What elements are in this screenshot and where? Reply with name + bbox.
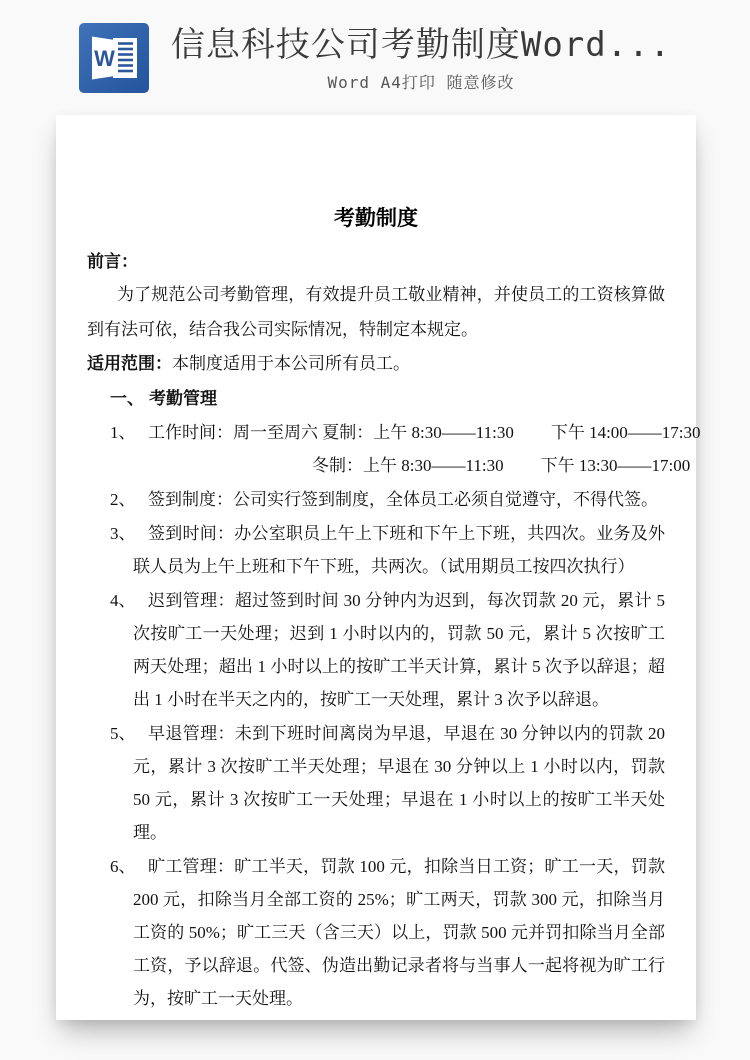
document-title: 考勤制度 bbox=[334, 206, 418, 230]
schedule-winter-row bbox=[297, 449, 691, 482]
list-item-number: 4、 bbox=[110, 591, 136, 610]
list-item-text: 迟到管理：超过签到时间 30 分钟内为迟到，每次罚款 20 元，累计 5 次按旷工一天处理；迟到 1 小时以内的，罚款 50 元，累计 5 次按旷工两天处理；超出 1 小时以上的按旷工半天计算，累计 5 次予以辞退；超出 1 小时在半天之内的，按旷工一天处理，累计 3 次予以辞退。 bbox=[133, 591, 665, 709]
header bbox=[0, 0, 750, 112]
scope-line bbox=[87, 347, 665, 380]
scope-text: 本制度适用于本公司所有员工。 bbox=[172, 354, 410, 373]
list-item-early-leave bbox=[87, 717, 665, 849]
word-icon bbox=[79, 23, 149, 93]
list-item-number: 5、 bbox=[110, 724, 136, 743]
list-item-text: 签到制度：公司实行签到制度，全体员工必须自觉遵守，不得代签。 bbox=[148, 490, 658, 509]
schedule-summer-right: 下午 14:00——17:30 bbox=[550, 423, 701, 442]
section-title: 考勤管理 bbox=[149, 389, 217, 408]
header-inner bbox=[79, 23, 671, 93]
section-number: 一、 bbox=[110, 389, 144, 408]
schedule-winter-right: 下午 13:30——17:00 bbox=[540, 456, 691, 475]
list-item-signin-times bbox=[87, 517, 665, 583]
schedule-summer-left: 工作时间：周一至周六 夏制：上午 8:30——11:30 bbox=[148, 423, 514, 442]
section-heading bbox=[87, 382, 665, 415]
list-item-text: 签到时间：办公室职员上午上下班和下午上下班，共四次。业务及外联人员为上午上班和下午下班，共两次。（试用期员工按四次执行） bbox=[133, 524, 665, 576]
list-item-work-hours bbox=[87, 416, 701, 482]
header-text bbox=[171, 24, 671, 93]
list-item-text: 早退管理：未到下班时间离岗为早退，早退在 30 分钟以内的罚款 20 元，累计 3 次按旷工半天处理；早退在 30 分钟以上 1 小时以内，罚款 50 元，累计 3 次按旷工一天处理；早退在 1 小时以上的按旷工半天处理。 bbox=[133, 724, 665, 842]
list-item-number: 2、 bbox=[110, 490, 136, 509]
list-item-number: 1、 bbox=[110, 423, 136, 442]
schedule-summer-row bbox=[133, 416, 701, 449]
list-item-number: 3、 bbox=[110, 524, 136, 543]
list-item-lateness bbox=[87, 584, 665, 716]
preface-paragraph: 为了规范公司考勤管理，有效提升员工敬业精神，并使员工的工资核算做到有法可依，结合我公司实际情况，特制定本规定。 bbox=[87, 285, 665, 339]
list-item-absenteeism bbox=[87, 850, 665, 1015]
list-item-signin-system bbox=[87, 483, 665, 516]
scope-label: 适用范围： bbox=[87, 354, 172, 373]
page-subtitle: Word A4打印 随意修改 bbox=[327, 72, 515, 92]
list-item-number: 6、 bbox=[110, 857, 136, 876]
list-item-text: 旷工管理：旷工半天，罚款 100 元，扣除当日工资；旷工一天，罚款 200 元，扣除当月全部工资的 25%；旷工两天，罚款 300 元，扣除当月工资的 50%；旷工三天（含三天）以上，罚款 500 元并罚扣除当月全部工资，予以辞退。代签、伪造出勤记录者将与当事人一起将视为旷工行为，按旷工一天处理。 bbox=[133, 857, 665, 1008]
rules-list bbox=[87, 416, 701, 1015]
document-sheet bbox=[56, 115, 701, 1020]
preface-label: 前言： bbox=[87, 252, 138, 271]
word-icon-letter: W bbox=[93, 46, 115, 71]
schedule-winter-left: 冬制：上午 8:30——11:30 bbox=[312, 456, 504, 475]
page-title: 信息科技公司考勤制度Word... bbox=[170, 24, 672, 65]
word-file-icon bbox=[79, 23, 149, 93]
